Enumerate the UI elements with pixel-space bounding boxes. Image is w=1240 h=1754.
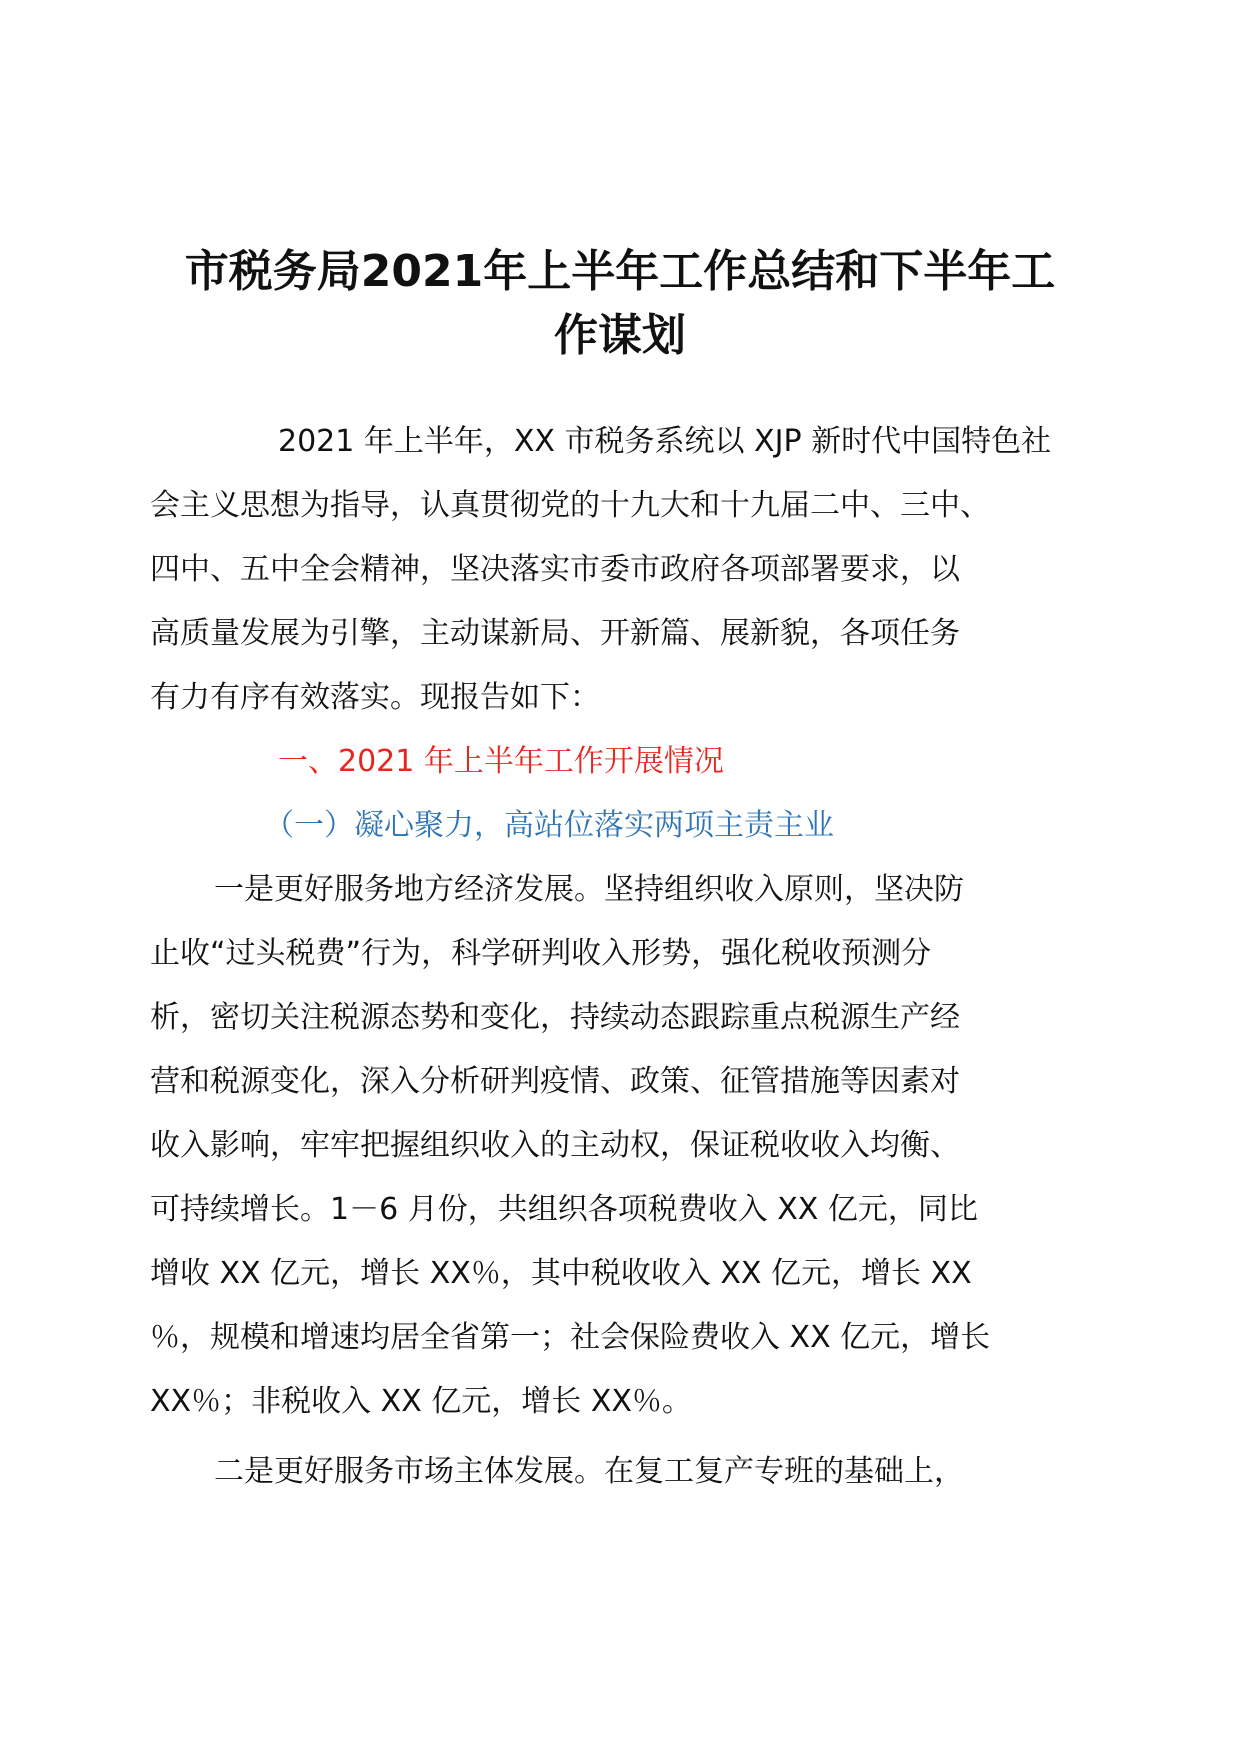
- para1-line: 营和税源变化，深入分析研判疫情、政策、征管措施等因素对: [150, 1064, 960, 1099]
- para1-line: ％，规模和增速均居全省第一；社会保险费收入 XX 亿元，增长: [150, 1320, 991, 1355]
- para1-line: 增收 XX 亿元，增长 XX％，其中税收收入 XX 亿元，增长 XX: [150, 1256, 972, 1291]
- para1-line: 一是更好服务地方经济发展。坚持组织收入原则，坚决防: [214, 872, 964, 907]
- section-heading: [150, 730, 1082, 794]
- para1-line: XX％；非税收入 XX 亿元，增长 XX％。: [150, 1384, 692, 1419]
- title-line-1: 市税务局2021年上半年工作总结和下半年工: [184, 246, 1056, 297]
- subsection-heading: [150, 794, 1082, 858]
- intro-line: 2021 年上半年，XX 市税务系统以 XJP 新时代中国特色社: [278, 424, 1052, 459]
- para1-line: 止收“过头税费”行为，科学研判收入形势，强化税收预测分: [150, 936, 932, 971]
- intro-line: 有力有序有效落实。现报告如下：: [150, 680, 600, 715]
- para1-line: 可持续增长。1－6 月份，共组织各项税费收入 XX 亿元，同比: [150, 1192, 978, 1227]
- paragraph-1: [150, 858, 1082, 1434]
- intro-paragraph: [150, 410, 1082, 730]
- title-line-2: 作谋划: [554, 310, 686, 361]
- document-title: [150, 240, 1090, 368]
- intro-line: 四中、五中全会精神，坚决落实市委市政府各项部署要求，以: [150, 552, 960, 587]
- document-body: [150, 410, 1082, 1504]
- intro-line: 高质量发展为引擎，主动谋新局、开新篇、展新貌，各项任务: [150, 616, 960, 651]
- section-heading-text: 一、2021 年上半年工作开展情况: [278, 744, 724, 779]
- para2-line: 二是更好服务市场主体发展。在复工复产专班的基础上，: [214, 1454, 964, 1489]
- para1-line: 收入影响，牢牢把握组织收入的主动权，保证税收收入均衡、: [150, 1128, 960, 1163]
- paragraph-2: [150, 1440, 1082, 1504]
- intro-line: 会主义思想为指导，认真贯彻党的十九大和十九届二中、三中、: [150, 488, 990, 523]
- para1-line: 析，密切关注税源态势和变化，持续动态跟踪重点税源生产经: [150, 1000, 960, 1035]
- subsection-heading-text: （一）凝心聚力，高站位落实两项主责主业: [264, 808, 834, 843]
